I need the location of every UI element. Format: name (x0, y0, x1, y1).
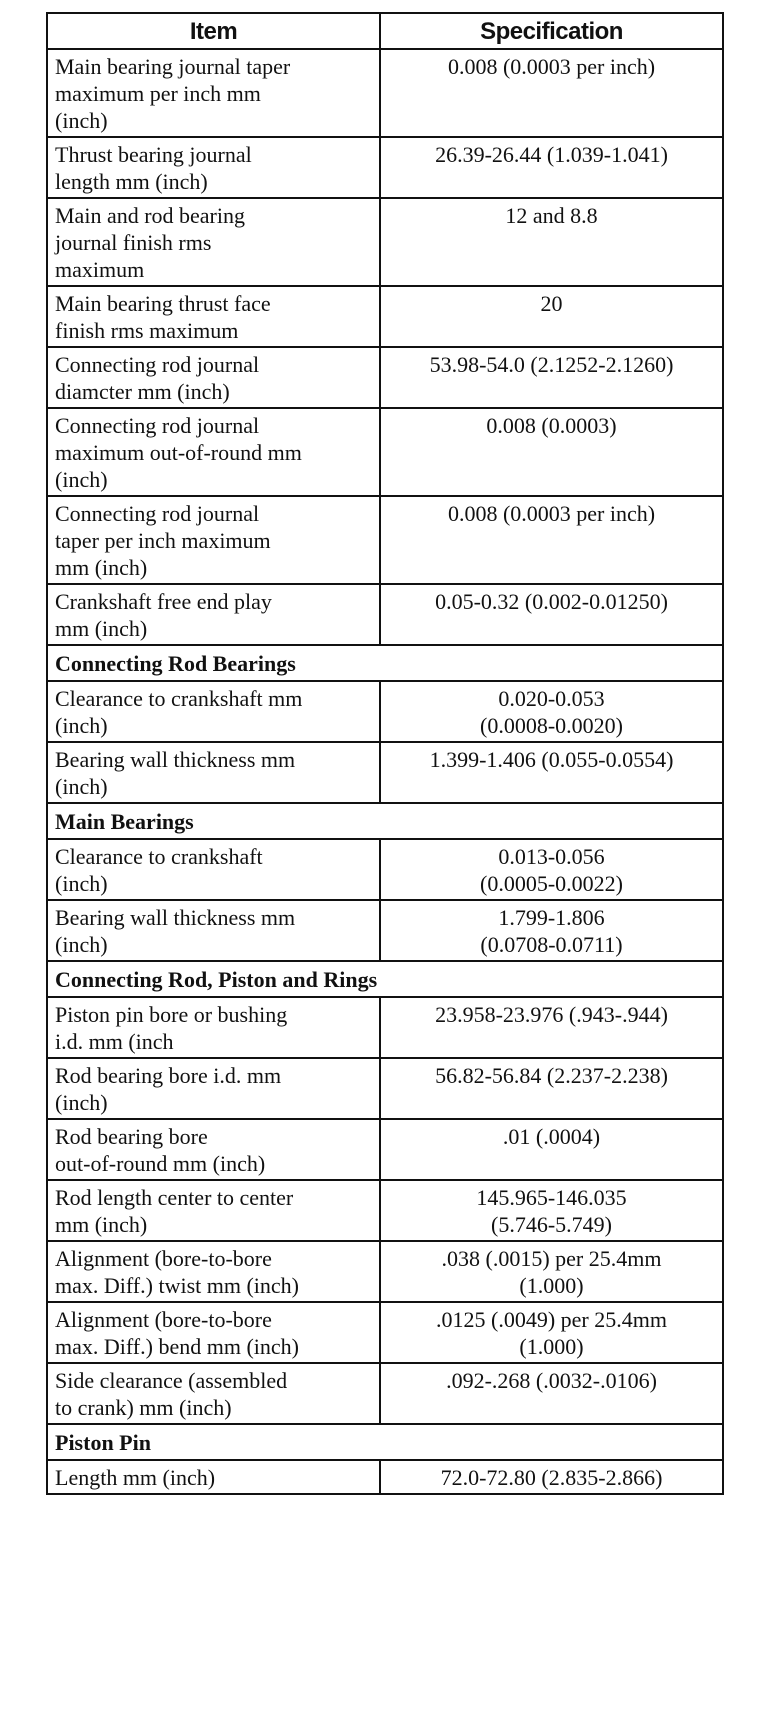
item-text-line: max. Diff.) twist mm (inch) (55, 1273, 299, 1298)
table-row (47, 408, 723, 496)
item-text-line: Connecting rod journal (55, 501, 260, 526)
item-text-line: Rod bearing bore (55, 1124, 208, 1149)
table-row (47, 137, 723, 198)
item-cell (47, 1302, 380, 1363)
item-text-line: Main and rod bearing (55, 203, 245, 228)
item-cell (47, 286, 380, 347)
specification-cell (380, 347, 723, 408)
table-row (47, 839, 723, 900)
specification-cell (380, 1241, 723, 1302)
item-cell (47, 1363, 380, 1424)
item-text-line: Crankshaft free end play (55, 589, 272, 614)
specification-column-header: Specification (380, 13, 723, 49)
table-row (47, 347, 723, 408)
item-text-line: (inch) (55, 932, 108, 957)
item-text-line: Alignment (bore-to-bore (55, 1307, 272, 1332)
spec-value-line: 0.05-0.32 (0.002-0.01250) (435, 589, 668, 614)
table-row (47, 1460, 723, 1494)
item-cell (47, 584, 380, 645)
item-text-line: Main bearing thrust face (55, 291, 271, 316)
specification-cell (380, 496, 723, 584)
item-text-line: Clearance to crankshaft mm (55, 686, 303, 711)
section-heading: Main Bearings (47, 803, 723, 839)
table-row (47, 742, 723, 803)
item-text-line: to crank) mm (inch) (55, 1395, 232, 1420)
item-text-line: Connecting rod journal (55, 413, 260, 438)
item-cell (47, 1180, 380, 1241)
item-cell (47, 137, 380, 198)
section-row (47, 645, 723, 681)
table-row (47, 1302, 723, 1363)
item-cell (47, 347, 380, 408)
table-row (47, 900, 723, 961)
spec-value-line: 56.82-56.84 (2.237-2.238) (435, 1063, 668, 1088)
item-cell (47, 198, 380, 286)
item-text-line: max. Diff.) bend mm (inch) (55, 1334, 299, 1359)
section-heading: Connecting Rod, Piston and Rings (47, 961, 723, 997)
item-text-line: Alignment (bore-to-bore (55, 1246, 272, 1271)
specification-cell (380, 1180, 723, 1241)
item-cell (47, 1241, 380, 1302)
item-text-line: journal finish rms (55, 230, 212, 255)
spec-value-line: (0.0005-0.0022) (480, 871, 623, 896)
item-text-line: Main bearing journal taper (55, 54, 291, 79)
spec-value-line: .0125 (.0049) per 25.4mm (436, 1307, 667, 1332)
spec-value-line: 0.020-0.053 (498, 686, 605, 711)
spec-value-line: 0.013-0.056 (498, 844, 605, 869)
spec-value-line: (1.000) (519, 1334, 584, 1359)
item-cell (47, 1460, 380, 1494)
item-cell (47, 681, 380, 742)
item-cell (47, 408, 380, 496)
item-text-line: Thrust bearing journal (55, 142, 252, 167)
table-row (47, 496, 723, 584)
item-text-line: length mm (inch) (55, 169, 208, 194)
item-text-line: diamcter mm (inch) (55, 379, 230, 404)
spec-value-line: .01 (.0004) (502, 1124, 601, 1149)
item-text-line: maximum (55, 257, 145, 282)
spec-value-line: 53.98-54.0 (2.1252-2.1260) (429, 352, 674, 377)
item-text-line: (inch) (55, 713, 108, 738)
item-text-line: (inch) (55, 467, 108, 492)
item-cell (47, 900, 380, 961)
specification-cell (380, 408, 723, 496)
item-text-line: Piston pin bore or bushing (55, 1002, 288, 1027)
item-text-line: mm (inch) (55, 555, 148, 580)
table-row (47, 1058, 723, 1119)
spec-value-line: (0.0708-0.0711) (480, 932, 623, 957)
specification-cell (380, 839, 723, 900)
table-row (47, 1363, 723, 1424)
specification-cell (380, 49, 723, 137)
item-cell (47, 49, 380, 137)
specification-cell (380, 584, 723, 645)
table-row (47, 681, 723, 742)
specification-cell (380, 900, 723, 961)
item-cell (47, 839, 380, 900)
item-text-line: Length mm (inch) (55, 1465, 216, 1490)
item-text-line: Side clearance (assembled (55, 1368, 288, 1393)
spec-value-line: .038 (.0015) per 25.4mm (441, 1246, 662, 1271)
spec-value-line: 26.39-26.44 (1.039-1.041) (435, 142, 668, 167)
spec-value-line: (1.000) (519, 1273, 584, 1298)
item-text-line: maximum per inch mm (55, 81, 261, 106)
header-row (47, 13, 723, 49)
item-text-line: Rod bearing bore i.d. mm (55, 1063, 282, 1088)
item-text-line: (inch) (55, 774, 108, 799)
specification-cell (380, 1058, 723, 1119)
spec-value-line: 72.0-72.80 (2.835-2.866) (440, 1465, 663, 1490)
table-row (47, 1241, 723, 1302)
spec-value-line: (5.746-5.749) (491, 1212, 612, 1237)
item-text-line: mm (inch) (55, 616, 148, 641)
specification-cell (380, 1363, 723, 1424)
spec-value-line: 0.008 (0.0003 per inch) (447, 54, 656, 79)
table-row (47, 1119, 723, 1180)
table-row (47, 286, 723, 347)
item-text-line: mm (inch) (55, 1212, 148, 1237)
section-row (47, 803, 723, 839)
spec-value-line: 0.008 (0.0003 per inch) (447, 501, 656, 526)
item-text-line: out-of-round mm (inch) (55, 1151, 266, 1176)
item-text-line: (inch) (55, 108, 108, 133)
item-text-line: Clearance to crankshaft (55, 844, 263, 869)
item-text-line: Connecting rod journal (55, 352, 260, 377)
spec-value-line: 23.958-23.976 (.943-.944) (435, 1002, 668, 1027)
specification-cell (380, 1302, 723, 1363)
item-cell (47, 1119, 380, 1180)
spec-value-line: 1.399-1.406 (0.055-0.0554) (429, 747, 674, 772)
section-row (47, 961, 723, 997)
item-cell (47, 496, 380, 584)
spec-value-line: .092-.268 (.0032-.0106) (446, 1368, 657, 1393)
item-text-line: (inch) (55, 871, 108, 896)
item-cell (47, 997, 380, 1058)
item-column-header: Item (47, 13, 380, 49)
item-text-line: i.d. mm (inch (55, 1029, 174, 1054)
specification-cell (380, 286, 723, 347)
specification-cell (380, 198, 723, 286)
table-body (47, 49, 723, 1494)
spec-value-line: 20 (540, 291, 563, 316)
item-text-line: (inch) (55, 1090, 108, 1115)
specification-table (46, 12, 724, 1495)
specification-cell (380, 1119, 723, 1180)
section-heading: Connecting Rod Bearings (47, 645, 723, 681)
item-text-line: taper per inch maximum (55, 528, 271, 553)
specification-cell (380, 742, 723, 803)
item-cell (47, 742, 380, 803)
item-text-line: maximum out-of-round mm (55, 440, 302, 465)
specification-cell (380, 137, 723, 198)
spec-value-line: 12 and 8.8 (505, 203, 598, 228)
spec-value-line: 145.965-146.035 (476, 1185, 627, 1210)
item-text-line: Bearing wall thickness mm (55, 747, 296, 772)
table-row (47, 584, 723, 645)
table-row (47, 49, 723, 137)
section-heading: Piston Pin (47, 1424, 723, 1460)
specification-cell (380, 1460, 723, 1494)
table-row (47, 198, 723, 286)
item-text-line: Bearing wall thickness mm (55, 905, 296, 930)
spec-value-line: (0.0008-0.0020) (480, 713, 623, 738)
section-row (47, 1424, 723, 1460)
item-text-line: finish rms maximum (55, 318, 239, 343)
specification-cell (380, 681, 723, 742)
spec-value-line: 0.008 (0.0003) (486, 413, 617, 438)
spec-value-line: 1.799-1.806 (498, 905, 605, 930)
specification-cell (380, 997, 723, 1058)
item-text-line: Rod length center to center (55, 1185, 294, 1210)
table-row (47, 1180, 723, 1241)
table-row (47, 997, 723, 1058)
item-cell (47, 1058, 380, 1119)
